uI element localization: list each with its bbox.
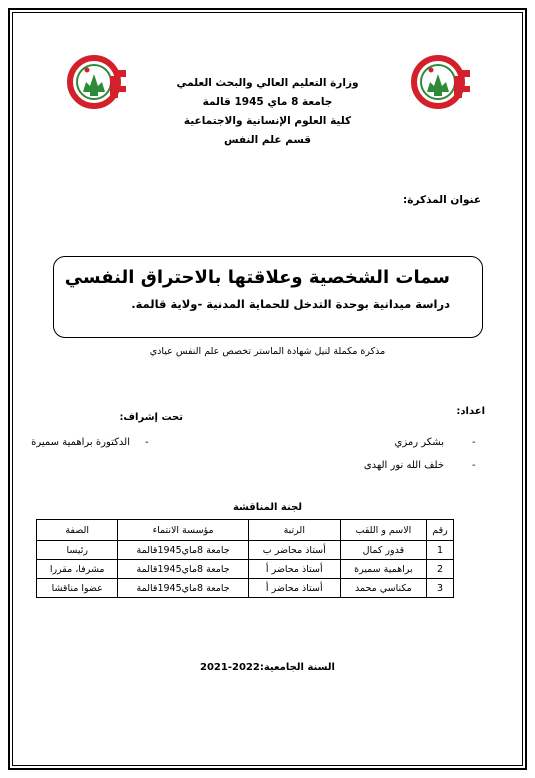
column-header-role: الصفة <box>37 520 118 541</box>
header-block <box>0 74 535 150</box>
memo-title-label: عنوان المذكرة: <box>403 194 481 206</box>
supervisor-name: الدكتورة براهمية سميرة <box>31 437 130 448</box>
thesis-subtitle: دراسة ميدانية بوحدة التدخل للحماية المدنية -ولاية قالمة. <box>131 297 450 311</box>
cell-name: براهمية سميرة <box>340 560 426 579</box>
cell-institution: جامعة 8ماي1945قالمة <box>118 541 248 560</box>
cell-name: مكناسي محمد <box>340 579 426 598</box>
academic-year-value: 2021-2022 <box>200 662 260 673</box>
cell-role: عضوا مناقشا <box>37 579 118 598</box>
university-name: جامعة 8 ماي 1945 قالمة <box>202 96 333 108</box>
table-header-row <box>37 520 454 541</box>
academic-year <box>0 662 535 673</box>
cell-rank: أستاذ محاضر أ <box>248 579 340 598</box>
cell-number: 2 <box>427 560 454 579</box>
cell-number: 1 <box>427 541 454 560</box>
title-box <box>53 256 483 338</box>
cell-role: رئيسا <box>37 541 118 560</box>
prepared-label: اعداد: <box>456 406 485 417</box>
table-row <box>37 579 454 598</box>
cell-institution: جامعة 8ماي1945قالمة <box>118 579 248 598</box>
student-1-bullet: - <box>472 437 476 448</box>
cell-name: قدور كمال <box>340 541 426 560</box>
committee-table <box>36 519 454 598</box>
student-1-name: بشكر رمزي <box>394 437 444 448</box>
column-header-institution: مؤسسة الانتماء <box>118 520 248 541</box>
committee-heading: لجنة المناقشة <box>232 502 303 513</box>
cell-role: مشرفا، مقررا <box>37 560 118 579</box>
cell-rank: أستاذ محاضر ب <box>248 541 340 560</box>
table-row <box>37 541 454 560</box>
supervision-label: تحت إشراف: <box>119 412 183 423</box>
department-name: قسم علم النفس <box>223 134 312 146</box>
ministry-name: وزارة التعليم العالي والبحث العلمي <box>176 77 359 89</box>
cell-rank: أستاذ محاضر أ <box>248 560 340 579</box>
academic-year-label: السنة الجامعية: <box>259 662 335 673</box>
degree-note: مذكرة مكملة لنيل شهادة الماستر تخصص علم النفس عيادي <box>149 346 386 357</box>
cell-number: 3 <box>427 579 454 598</box>
table-row <box>37 560 454 579</box>
thesis-title: سمات الشخصية وعلاقتها بالاحتراق النفسي <box>64 267 450 288</box>
student-2-bullet: - <box>472 460 476 471</box>
column-header-number: رقم <box>427 520 454 541</box>
column-header-rank: الرتبة <box>248 520 340 541</box>
faculty-name: كلية العلوم الإنسانية والاجتماعية <box>183 115 352 127</box>
cell-institution: جامعة 8ماي1945قالمة <box>118 560 248 579</box>
student-2-name: خلف الله نور الهدى <box>363 460 444 471</box>
column-header-name: الاسم و اللقب <box>340 520 426 541</box>
supervisor-bullet: - <box>145 437 149 448</box>
